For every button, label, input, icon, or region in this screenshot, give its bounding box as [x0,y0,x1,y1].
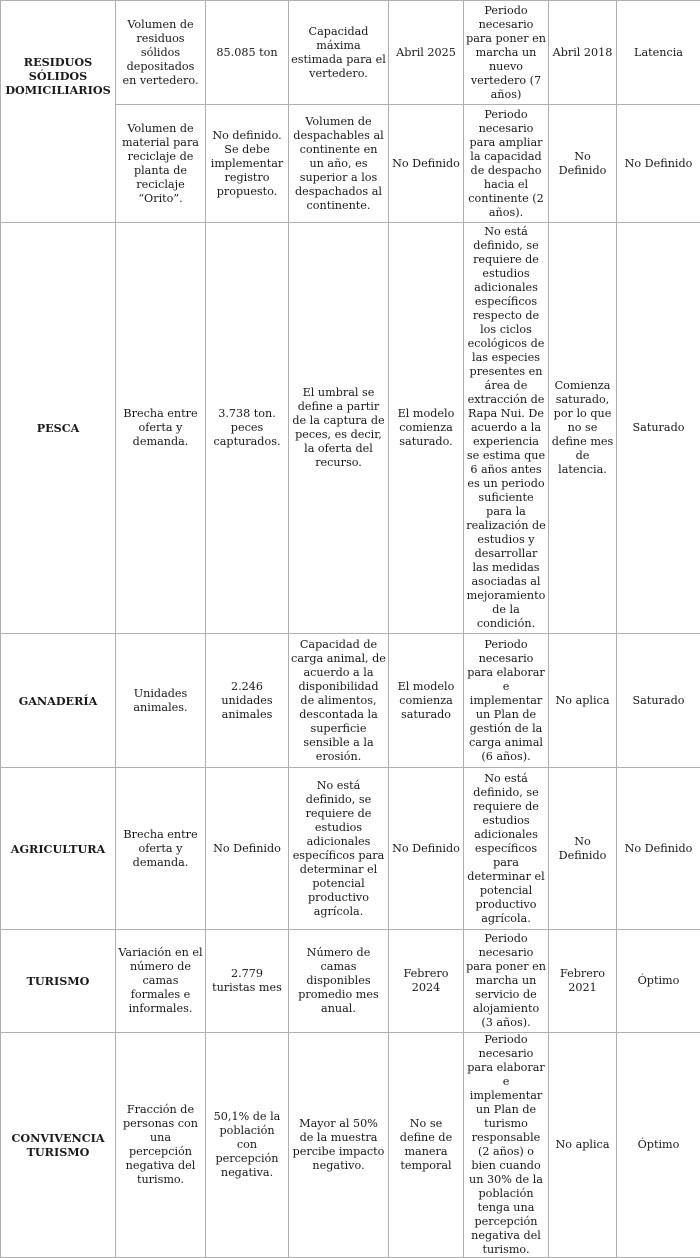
status-cell: No Definido [617,105,700,223]
latency-date-cell: No aplica [549,1033,617,1258]
threshold-date-cell: El modelo comienza saturado. [389,223,464,634]
category-cell: TURISMO [1,930,116,1033]
latency-date-cell: No aplica [549,634,617,768]
category-cell: GANADERÍA [1,634,116,768]
current-value-cell: 3.738 ton. peces capturados. [206,223,289,634]
indicator-cell: Brecha entre oferta y demanda. [116,223,206,634]
indicator-cell: Volumen de residuos sólidos depositados en vertedero. [116,1,206,105]
threshold-cell: Volumen de despachables al continente en un año, es superior a los despachados al continente. [289,105,389,223]
status-cell: Óptimo [617,1033,700,1258]
latency-period-cell: No está definido, se requiere de estudios adicionales específicos para determinar el potencial productivo agrícola. [464,768,549,930]
indicator-cell: Brecha entre oferta y demanda. [116,768,206,930]
latency-date-cell: Comienza saturado, por lo que no se define mes de latencia. [549,223,617,634]
indicator-cell: Volumen de material para reciclaje de planta de reciclaje “Orito”. [116,105,206,223]
table-row [1,930,700,1033]
latency-date-cell: Abril 2018 [549,1,617,105]
threshold-cell: Número de camas disponibles promedio mes anual. [289,930,389,1033]
latency-period-cell: Periodo necesario para poner en marcha un nuevo vertedero (7 años) [464,1,549,105]
threshold-date-cell: No Definido [389,105,464,223]
current-value-cell: 50,1% de la población con percepción negativa. [206,1033,289,1258]
table-row [1,768,700,930]
current-value-cell: 85.085 ton [206,1,289,105]
category-cell: PESCA [1,223,116,634]
category-cell: AGRICULTURA [1,768,116,930]
status-cell: Saturado [617,634,700,768]
threshold-date-cell: No Definido [389,768,464,930]
table-row [1,1,700,105]
threshold-date-cell: El modelo comienza saturado [389,634,464,768]
threshold-cell: Capacidad máxima estimada para el vertedero. [289,1,389,105]
current-value-cell: No Definido [206,768,289,930]
threshold-cell: Capacidad de carga animal, de acuerdo a la disponibilidad de alimentos, descontada la superficie sensible a la erosión. [289,634,389,768]
table-row [1,1033,700,1258]
latency-period-cell: No está definido, se requiere de estudios adicionales específicos respecto de los ciclos ecológicos de las especies presentes en área de extracción de Rapa Nui. De acuerdo a la experiencia se estima que 6 años antes es un periodo suficiente para la realización de estudios y desarrollar las medidas asociadas al mejoramiento de la condición. [464,223,549,634]
category-cell: CONVIVENCIA TURISMO [1,1033,116,1258]
table-row [1,634,700,768]
current-value-cell: 2.779 turistas mes [206,930,289,1033]
indicator-cell: Unidades animales. [116,634,206,768]
latency-period-cell: Periodo necesario para poner en marcha un servicio de alojamiento (3 años). [464,930,549,1033]
latency-date-cell: Febrero 2021 [549,930,617,1033]
indicator-cell: Variación en el número de camas formales e informales. [116,930,206,1033]
status-cell: Óptimo [617,930,700,1033]
latency-period-cell: Periodo necesario para elaborar e implementar un Plan de turismo responsable (2 años) o bien cuando un 30% de la población tenga una percepción negativa del turismo. [464,1033,549,1258]
status-cell: No Definido [617,768,700,930]
status-cell: Saturado [617,223,700,634]
threshold-date-cell: No se define de manera temporal [389,1033,464,1258]
latency-date-cell: No Definido [549,768,617,930]
indicator-cell: Fracción de personas con una percepción negativa del turismo. [116,1033,206,1258]
latency-period-cell: Periodo necesario para elaborar e implementar un Plan de gestión de la carga animal (6 años). [464,634,549,768]
threshold-cell: Mayor al 50% de la muestra percibe impacto negativo. [289,1033,389,1258]
threshold-cell: El umbral se define a partir de la captura de peces, es decir, la oferta del recurso. [289,223,389,634]
latency-period-cell: Periodo necesario para ampliar la capacidad de despacho hacia el continente (2 años). [464,105,549,223]
threshold-date-cell: Febrero 2024 [389,930,464,1033]
threshold-date-cell: Abril 2025 [389,1,464,105]
threshold-cell: No está definido, se requiere de estudios adicionales específicos para determinar el potencial productivo agrícola. [289,768,389,930]
table-row [1,223,700,634]
category-cell: RESIDUOS SÓLIDOS DOMICILIARIOS [1,1,116,223]
status-cell: Latencia [617,1,700,105]
current-value-cell: 2.246 unidades animales [206,634,289,768]
current-value-cell: No definido. Se debe implementar registro propuesto. [206,105,289,223]
latency-date-cell: No Definido [549,105,617,223]
